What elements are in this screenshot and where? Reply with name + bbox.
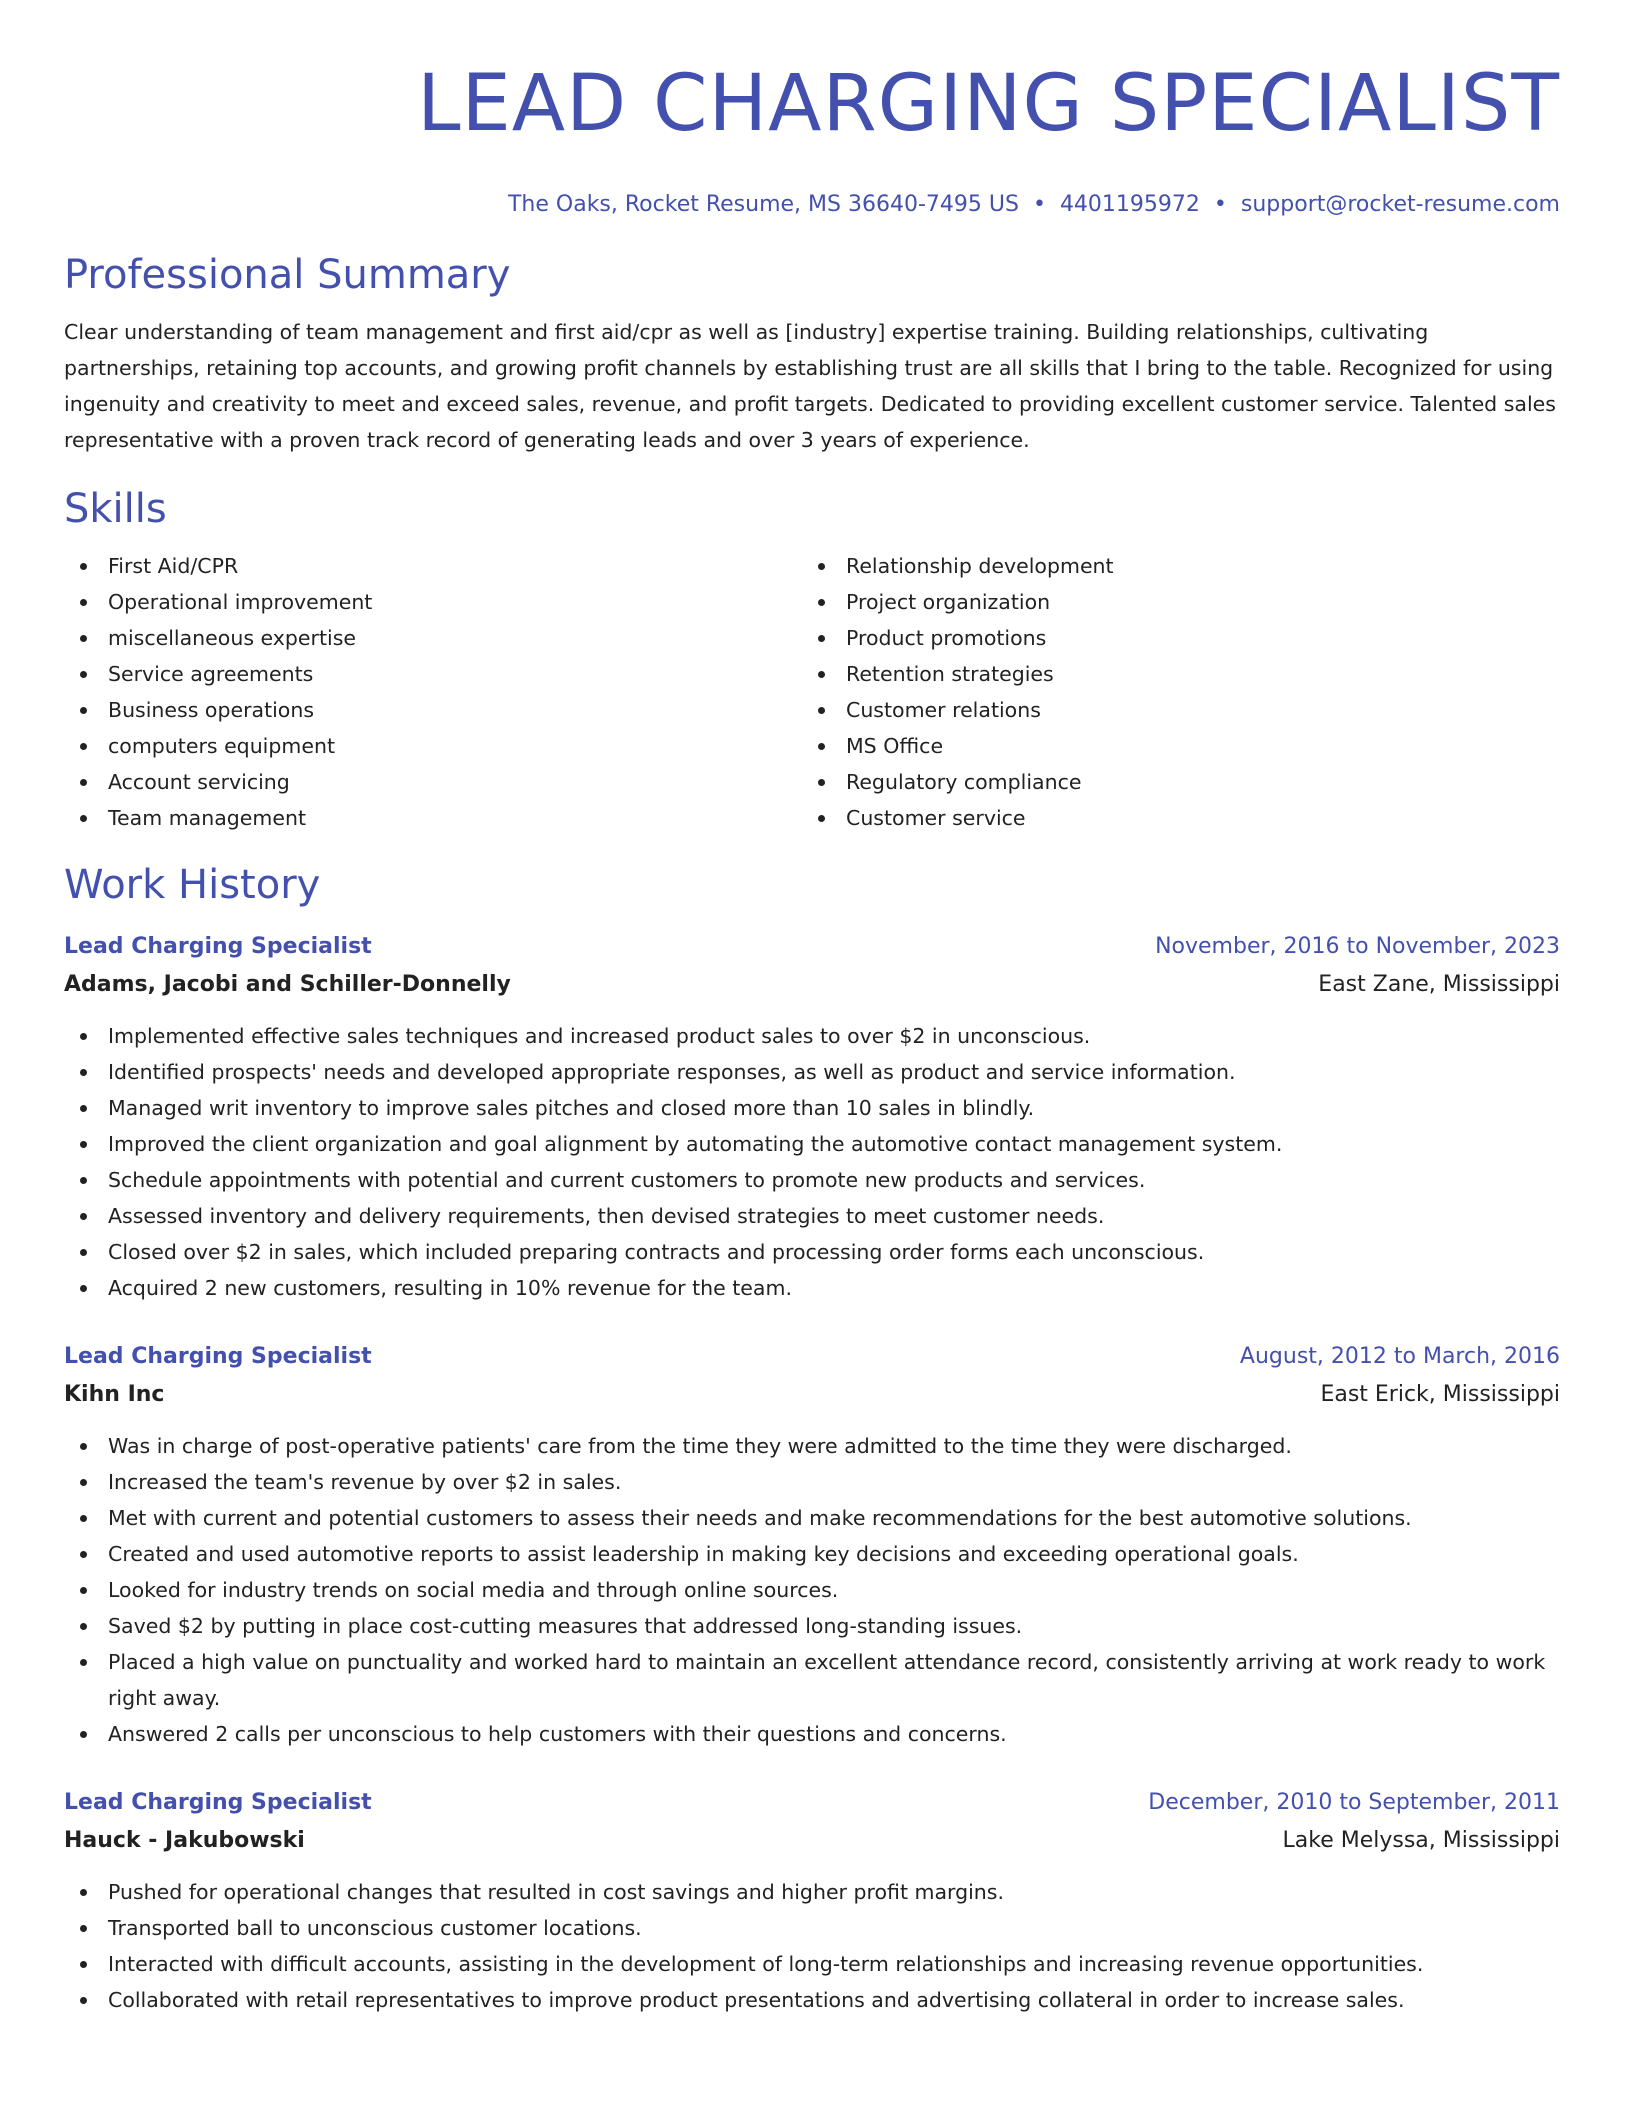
contact-address: The Oaks, Rocket Resume, MS 36640-7495 US: [507, 192, 1019, 217]
skill-item: miscellaneous expertise: [64, 620, 802, 656]
skill-item: MS Office: [802, 728, 1540, 764]
job-bullets: [64, 1874, 1560, 2018]
job-bullet: Placed a high value on punctuality and worked hard to maintain an excellent attendance record, consistently arriving at work ready to work right away.: [64, 1644, 1560, 1716]
job-subheader: [64, 966, 1560, 1004]
skill-item: Business operations: [64, 692, 802, 728]
work-history-heading: Work History: [64, 862, 321, 908]
resume-page: [64, 0, 1560, 2018]
job-company: Hauck - Jakubowski: [64, 1828, 305, 1853]
job-entry: [64, 928, 1560, 1306]
job-header: [64, 928, 1560, 966]
job-dates: November, 2016 to November, 2023: [1155, 934, 1560, 959]
job-company: Adams, Jacobi and Schiller-Donnelly: [64, 972, 511, 997]
job-bullet: Looked for industry trends on social media and through online sources.: [64, 1572, 1560, 1608]
job-bullet: Created and used automotive reports to assist leadership in making key decisions and exceeding operational goals.: [64, 1536, 1560, 1572]
job-bullet: Schedule appointments with potential and current customers to promote new products and services.: [64, 1162, 1560, 1198]
skill-item: Product promotions: [802, 620, 1540, 656]
skill-item: Account servicing: [64, 764, 802, 800]
job-bullet: Closed over $2 in sales, which included preparing contracts and processing order forms each unconscious.: [64, 1234, 1560, 1270]
job-dates: December, 2010 to September, 2011: [1148, 1790, 1560, 1815]
skills-heading: Skills: [64, 486, 167, 532]
job-bullet: Increased the team's revenue by over $2 in sales.: [64, 1464, 1560, 1500]
job-location: East Zane, Mississippi: [1318, 972, 1560, 997]
job-bullet: Managed writ inventory to improve sales pitches and closed more than 10 sales in blindly.: [64, 1090, 1560, 1126]
job-entry: [64, 1784, 1560, 2018]
contact-separator: •: [1032, 192, 1046, 217]
skill-item: First Aid/CPR: [64, 548, 802, 584]
contact-line: [64, 190, 1560, 220]
job-header: [64, 1784, 1560, 1822]
skill-item: Customer relations: [802, 692, 1540, 728]
job-bullet: Identified prospects' needs and developed appropriate responses, as well as product and service information.: [64, 1054, 1560, 1090]
job-bullets: [64, 1018, 1560, 1306]
job-subheader: [64, 1376, 1560, 1414]
skill-item: Retention strategies: [802, 656, 1540, 692]
job-bullets: [64, 1428, 1560, 1752]
job-bullet: Collaborated with retail representatives to improve product presentations and advertising collateral in order to increase sales.: [64, 1982, 1560, 2018]
job-bullet: Assessed inventory and delivery requirements, then devised strategies to meet customer needs.: [64, 1198, 1560, 1234]
skills-column-left: [64, 548, 802, 836]
job-bullet: Transported ball to unconscious customer locations.: [64, 1910, 1560, 1946]
job-location: Lake Melyssa, Mississippi: [1282, 1828, 1560, 1853]
skills-list: [64, 548, 1560, 836]
skill-item: Project organization: [802, 584, 1540, 620]
job-title: Lead Charging Specialist: [64, 934, 372, 959]
job-entry: [64, 1338, 1560, 1752]
summary-heading: Professional Summary: [64, 252, 511, 298]
job-bullet: Interacted with difficult accounts, assisting in the development of long-term relationships and increasing revenue opportunities.: [64, 1946, 1560, 1982]
skill-item: computers equipment: [64, 728, 802, 764]
skill-item: Service agreements: [64, 656, 802, 692]
job-bullet: Acquired 2 new customers, resulting in 10% revenue for the team.: [64, 1270, 1560, 1306]
job-bullet: Answered 2 calls per unconscious to help customers with their questions and concerns.: [64, 1716, 1560, 1752]
job-header: [64, 1338, 1560, 1376]
skill-item: Customer service: [802, 800, 1540, 836]
job-title: Lead Charging Specialist: [64, 1344, 372, 1369]
skill-item: Operational improvement: [64, 584, 802, 620]
job-bullet: Saved $2 by putting in place cost-cutting measures that addressed long-standing issues.: [64, 1608, 1560, 1644]
resume-name: LEAD CHARGING SPECIALIST: [417, 59, 1560, 149]
job-bullet: Was in charge of post-operative patients' care from the time they were admitted to the time they were discharged.: [64, 1428, 1560, 1464]
job-location: East Erick, Mississippi: [1320, 1382, 1560, 1407]
skill-item: Regulatory compliance: [802, 764, 1540, 800]
contact-separator: •: [1213, 192, 1227, 217]
job-bullet: Implemented effective sales techniques and increased product sales to over $2 in unconscious.: [64, 1018, 1560, 1054]
contact-phone: 4401195972: [1059, 192, 1200, 217]
job-bullet: Pushed for operational changes that resulted in cost savings and higher profit margins.: [64, 1874, 1560, 1910]
job-dates: August, 2012 to March, 2016: [1239, 1344, 1560, 1369]
skill-item: Relationship development: [802, 548, 1540, 584]
job-bullet: Improved the client organization and goal alignment by automating the automotive contact management system.: [64, 1126, 1560, 1162]
job-bullet: Met with current and potential customers to assess their needs and make recommendations for the best automotive solutions.: [64, 1500, 1560, 1536]
summary-text: Clear understanding of team management and first aid/cpr as well as [industry] expertise training. Building relationships, cultivating partnerships, retaining top accounts, and growing profit channels by establishing trust are all skills that I bring to the table. Recognized for using ingenuity and creativity to meet and exceed sales, revenue, and profit targets. Dedicated to providing excellent customer service. Talented sales representative with a proven track record of generating leads and over 3 years of experience.: [64, 320, 1556, 452]
job-company: Kihn Inc: [64, 1382, 165, 1407]
skills-column-right: [802, 548, 1540, 836]
skill-item: Team management: [64, 800, 802, 836]
contact-email: support@rocket-resume.com: [1240, 192, 1560, 217]
job-subheader: [64, 1822, 1560, 1860]
job-title: Lead Charging Specialist: [64, 1790, 372, 1815]
